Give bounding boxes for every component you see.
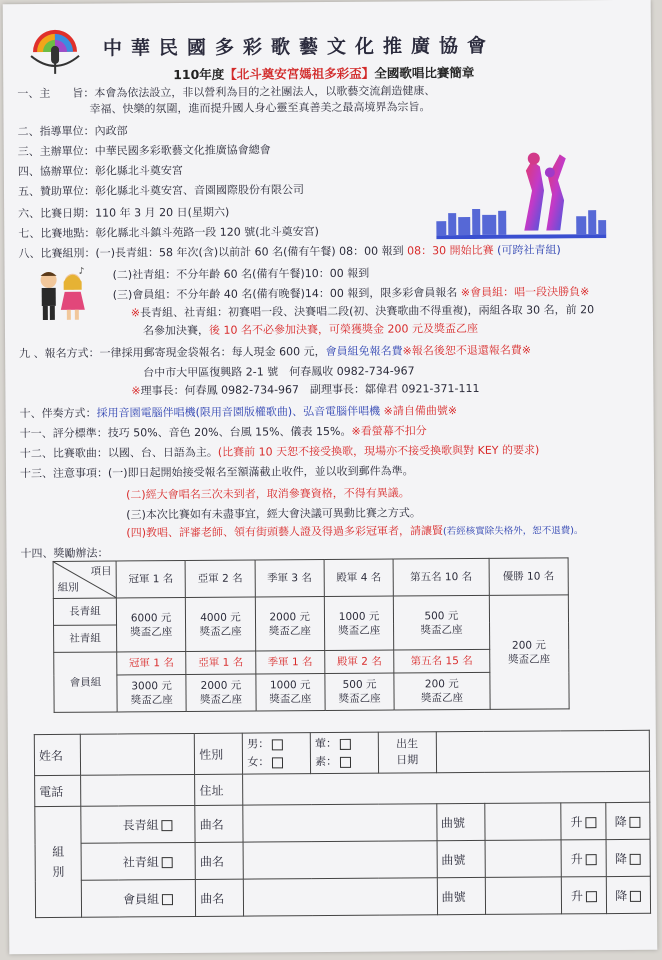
group-social-checkbox[interactable] bbox=[162, 857, 173, 868]
section-accompaniment bbox=[19, 403, 457, 422]
up-option bbox=[562, 877, 607, 914]
subtitle-event: 【北斗奠安宮媽祖多彩盃】 bbox=[224, 65, 375, 82]
up-checkbox[interactable] bbox=[586, 854, 597, 865]
amount: 200 元 bbox=[511, 638, 546, 652]
rule-text-cont: 名參加決賽， bbox=[142, 323, 210, 338]
group-option-senior bbox=[118, 805, 195, 843]
contact-mark: ※ bbox=[131, 384, 141, 398]
songs-note: (比賽前 10 天恕不接受換歌，現場亦不接受換歌與對 KEY 的要求) bbox=[217, 443, 540, 459]
number-label: 曲號 bbox=[437, 877, 485, 914]
table-header: 冠軍 1 名 bbox=[116, 561, 186, 598]
section-awards: 十四、獎勵辦法： bbox=[20, 546, 109, 561]
section-songs bbox=[20, 443, 540, 463]
up-label: 升 bbox=[570, 814, 583, 829]
address-input[interactable] bbox=[243, 771, 650, 805]
accompaniment-label: 十、伴奏方式： bbox=[19, 406, 97, 421]
member-header: 第五名 15 名 bbox=[394, 649, 489, 673]
up-label: 升 bbox=[570, 851, 583, 866]
number-label: 曲號 bbox=[436, 803, 484, 840]
trophy: 獎盃乙座 bbox=[130, 625, 173, 638]
number-input[interactable] bbox=[484, 803, 561, 841]
section-categories bbox=[18, 242, 560, 262]
male-option bbox=[247, 735, 306, 753]
down-label: 降 bbox=[614, 851, 628, 866]
birth-label bbox=[378, 732, 436, 773]
male-checkbox[interactable] bbox=[272, 739, 283, 750]
section-date: 六、比賽日期：110 年 3 月 20 日(星期六) bbox=[18, 205, 230, 221]
corner-top-label: 項目 bbox=[90, 565, 112, 578]
group-member-label: 會員組 bbox=[123, 891, 160, 906]
category-member-note: ※會員組：唱一段決勝負※ bbox=[460, 285, 590, 300]
registration-contacts bbox=[131, 381, 479, 399]
group-senior: 長青組 bbox=[53, 598, 116, 625]
category-senior-text: 八、比賽組別：(一)長青組：58 年次(含)以前計 60 名(備有午餐) 08：00 報到 bbox=[18, 244, 404, 261]
category-social: (二)社青組：不分年齡 60 名(備有午餐)10：00 報到 bbox=[112, 266, 370, 282]
rule-text: 長青組、社青組：初賽唱一段、決賽唱二段(初、決賽歌曲不得重複)，兩組各取 30 名，前 20 bbox=[140, 303, 595, 320]
document-page bbox=[3, 0, 658, 954]
registration-member-free: 會員組免報名費 bbox=[325, 344, 403, 359]
trophy: 獎盃乙座 bbox=[268, 624, 311, 637]
song-input[interactable] bbox=[243, 841, 436, 879]
table-row bbox=[53, 595, 568, 626]
name-label: 姓名 bbox=[34, 734, 80, 775]
up-label: 升 bbox=[570, 888, 584, 903]
down-label: 降 bbox=[615, 888, 628, 903]
up-option bbox=[561, 840, 606, 877]
group-member-checkbox[interactable] bbox=[162, 894, 173, 905]
document-subtitle bbox=[173, 63, 474, 83]
trophy: 獎盃乙座 bbox=[420, 623, 463, 636]
group-social-label: 社青組 bbox=[122, 854, 159, 869]
group-option-member bbox=[119, 879, 196, 917]
birth-label-2: 日期 bbox=[396, 753, 419, 767]
svg-text:♪: ♪ bbox=[78, 266, 85, 277]
trophy: 獎盃乙座 bbox=[338, 692, 381, 705]
section-sponsor: 五、贊助單位：彰化縣北斗奠安宮、音園國際股份有限公司 bbox=[17, 183, 305, 199]
song-label: 曲名 bbox=[196, 879, 244, 916]
section-organizer: 三、主辦單位：中華民國多彩歌藝文化推廣協會總會 bbox=[17, 143, 271, 159]
down-checkbox[interactable] bbox=[630, 816, 641, 827]
group-senior-label: 長青組 bbox=[122, 817, 159, 832]
amount: 500 元 bbox=[424, 609, 459, 622]
section-scoring bbox=[20, 423, 427, 442]
group-label bbox=[35, 806, 82, 917]
scoring-note: ※看螢幕不扣分 bbox=[351, 424, 427, 438]
eligibility-text: (四)教唱、評審老師、領有街頭藝人證及得過多彩冠軍者，請讓賢 bbox=[126, 524, 444, 540]
veg-option bbox=[315, 753, 374, 771]
table-cell bbox=[186, 674, 256, 711]
trophy: 獎盃乙座 bbox=[199, 625, 242, 638]
group-option-social bbox=[119, 842, 196, 880]
section-registration bbox=[19, 343, 531, 363]
member-header: 殿軍 2 名 bbox=[325, 650, 394, 673]
trophy: 獎盃乙座 bbox=[130, 694, 173, 707]
down-option bbox=[606, 876, 651, 913]
number-label: 曲號 bbox=[437, 840, 485, 877]
meal-options bbox=[310, 732, 378, 773]
registration-text: 九 、報名方式：一律採用郵寄現金袋報名：每人現金 600 元， bbox=[19, 345, 326, 361]
organization-name: 中華民國多彩歌藝文化推廣協會 bbox=[102, 34, 496, 60]
section-text: 本會為依法設立，非以營利為目的之社團法人，以歌藝交流創造健康、 bbox=[94, 84, 436, 100]
female-checkbox[interactable] bbox=[272, 757, 283, 768]
amount: 200 元 bbox=[424, 678, 459, 691]
singing-kids-image bbox=[31, 266, 91, 326]
up-option bbox=[561, 803, 606, 840]
table-cell bbox=[394, 595, 490, 650]
group-label-2: 別 bbox=[52, 864, 65, 879]
name-input[interactable] bbox=[80, 733, 194, 775]
corner-bottom-label: 組別 bbox=[57, 581, 79, 594]
scoring-text: 十一、評分標準：技巧 50%、音色 20%、台風 15%、儀表 15%。 bbox=[19, 424, 352, 441]
gender-options bbox=[243, 733, 311, 774]
category-rules-cont bbox=[143, 321, 478, 339]
registration-no-refund: ※報名後恕不退還報名費※ bbox=[402, 343, 532, 358]
meat-option bbox=[315, 735, 374, 753]
amount: 2000 元 bbox=[269, 610, 311, 623]
registration-address: 台中市大甲區復興路 2-1 號 何春鳳收 0982-734-967 bbox=[143, 364, 415, 380]
trophy: 獎盃乙座 bbox=[269, 693, 312, 706]
amount: 500 元 bbox=[342, 678, 377, 691]
veg-label: 素： bbox=[315, 754, 338, 769]
singers-silhouette-image bbox=[436, 150, 607, 239]
amount: 1000 元 bbox=[338, 610, 380, 623]
table-corner bbox=[53, 561, 116, 598]
member-header: 冠軍 1 名 bbox=[117, 652, 186, 675]
table-header: 第五名 10 名 bbox=[393, 558, 489, 596]
table-cell bbox=[116, 598, 186, 652]
number-input[interactable] bbox=[485, 840, 562, 878]
rule-prize-note: 後 10 名不必參加決賽，可榮獲獎金 200 元及獎盃乙座 bbox=[208, 321, 478, 337]
table-cell bbox=[117, 675, 187, 712]
gender-label: 性別 bbox=[195, 733, 243, 774]
spacer bbox=[81, 843, 119, 880]
section-co-organizer: 四、協辦單位：彰化縣北斗奠安宮 bbox=[17, 164, 183, 179]
group-member: 會員組 bbox=[54, 652, 117, 712]
meat-checkbox[interactable] bbox=[340, 738, 351, 749]
male-label: 男： bbox=[247, 737, 270, 751]
amount: 2000 元 bbox=[200, 679, 242, 692]
section-notes: 十三、注意事項：(一)即日起開始接受報名至額滿截止收件，並以收到郵件為準。 bbox=[19, 464, 414, 481]
down-label: 降 bbox=[614, 814, 627, 829]
note-absence: (二)經大會唱名三次未到者，取消參賽資格，不得有異議。 bbox=[126, 486, 410, 502]
section-purpose-cont: 幸福、快樂的氛圍，進而提升國人身心靈至真善美之最高境界為宗旨。 bbox=[89, 100, 431, 116]
contact-text: 理事長：何春鳳 0982-734-967 副理事長：鄒偉君 0921-371-111 bbox=[140, 381, 480, 398]
amount: 3000 元 bbox=[131, 680, 172, 693]
subtitle-year: 110年度 bbox=[173, 66, 225, 83]
song-label: 曲名 bbox=[195, 805, 243, 842]
note-eligibility bbox=[126, 522, 583, 542]
group-senior-checkbox[interactable] bbox=[162, 820, 173, 831]
up-checkbox[interactable] bbox=[586, 891, 597, 902]
veg-checkbox[interactable] bbox=[340, 756, 351, 767]
birth-label-1: 出生 bbox=[396, 737, 419, 751]
member-header: 亞軍 1 名 bbox=[186, 651, 255, 674]
eligibility-note: (若經核實除失格外，恕不退費)。 bbox=[442, 525, 584, 538]
meat-label: 葷： bbox=[314, 736, 338, 751]
table-header: 優勝 10 名 bbox=[489, 558, 569, 596]
form-row bbox=[34, 730, 649, 775]
number-input[interactable] bbox=[485, 877, 562, 915]
section-label: 一、主 旨： bbox=[17, 86, 95, 101]
rule-mark: ※ bbox=[130, 306, 141, 320]
group-label-1: 組 bbox=[52, 844, 65, 859]
spacer bbox=[81, 806, 119, 843]
table-header: 季軍 3 名 bbox=[255, 560, 325, 597]
form-row bbox=[35, 802, 650, 843]
category-senior-start: 08：30 開始比賽 bbox=[407, 243, 494, 258]
song-label: 曲名 bbox=[195, 842, 243, 879]
section-venue: 七、比賽地點：彰化縣北斗鎮斗苑路一段 120 號(北斗奠安宮) bbox=[18, 225, 319, 241]
form-row bbox=[35, 876, 650, 917]
form-row bbox=[35, 839, 650, 880]
note-changes: (三)本次比賽如有未盡事宜，經大會決議可異動比賽之方式。 bbox=[126, 506, 421, 522]
phone-input[interactable] bbox=[81, 774, 195, 806]
member-header: 季軍 1 名 bbox=[255, 651, 324, 674]
trophy: 獎盃乙座 bbox=[338, 624, 381, 637]
down-checkbox[interactable] bbox=[630, 853, 641, 864]
group-social: 社青組 bbox=[54, 625, 117, 652]
trophy: 獎盃乙座 bbox=[199, 693, 243, 706]
category-senior-note: (可跨社青組) bbox=[497, 243, 561, 257]
table-cell bbox=[255, 674, 325, 711]
table-header: 殿軍 4 名 bbox=[324, 559, 394, 596]
prize-table bbox=[53, 557, 570, 713]
songs-text: 十二、比賽歌曲：以國、台、日語為主。 bbox=[19, 445, 218, 461]
section-supervisor: 二、指導單位：內政部 bbox=[17, 124, 128, 139]
table-cell bbox=[255, 597, 325, 651]
association-logo-icon bbox=[25, 22, 85, 80]
accompaniment-text: 採用音園電腦伴唱機(限用音園版權歌曲)、弘音電腦伴唱機 bbox=[96, 404, 381, 420]
spacer bbox=[81, 880, 119, 917]
song-input[interactable] bbox=[243, 804, 436, 842]
table-cell bbox=[489, 595, 569, 710]
down-option bbox=[606, 839, 651, 876]
amount: 6000 元 bbox=[130, 611, 172, 624]
phone-label: 電話 bbox=[35, 775, 81, 806]
amount: 1000 元 bbox=[269, 679, 311, 692]
registration-form bbox=[34, 730, 651, 918]
trophy: 獎盃乙座 bbox=[420, 692, 463, 705]
table-cell bbox=[325, 673, 395, 710]
song-input[interactable] bbox=[244, 878, 437, 916]
female-label: 女： bbox=[247, 755, 270, 769]
female-option bbox=[247, 753, 306, 771]
table-cell bbox=[324, 596, 394, 650]
table-cell bbox=[394, 672, 490, 710]
birth-input[interactable] bbox=[436, 730, 650, 772]
amount: 4000 元 bbox=[200, 611, 241, 624]
category-rules bbox=[131, 302, 594, 321]
category-member bbox=[113, 284, 590, 303]
table-cell bbox=[186, 597, 256, 651]
form-row bbox=[35, 771, 650, 806]
category-member-text: (三)會員組：不分年齡 40 名(備有晚餐)14：00 報到，限多彩會員報名 bbox=[112, 286, 458, 302]
address-label: 住址 bbox=[195, 774, 243, 805]
accompaniment-note: ※請自備曲號※ bbox=[383, 404, 458, 418]
down-checkbox[interactable] bbox=[630, 890, 641, 901]
table-header: 亞軍 2 名 bbox=[185, 560, 255, 597]
trophy: 獎盃乙座 bbox=[508, 652, 551, 666]
table-row bbox=[53, 558, 568, 599]
down-option bbox=[605, 802, 650, 839]
subtitle-tail: 全國歌唱比賽簡章 bbox=[374, 64, 475, 81]
up-checkbox[interactable] bbox=[585, 817, 596, 828]
